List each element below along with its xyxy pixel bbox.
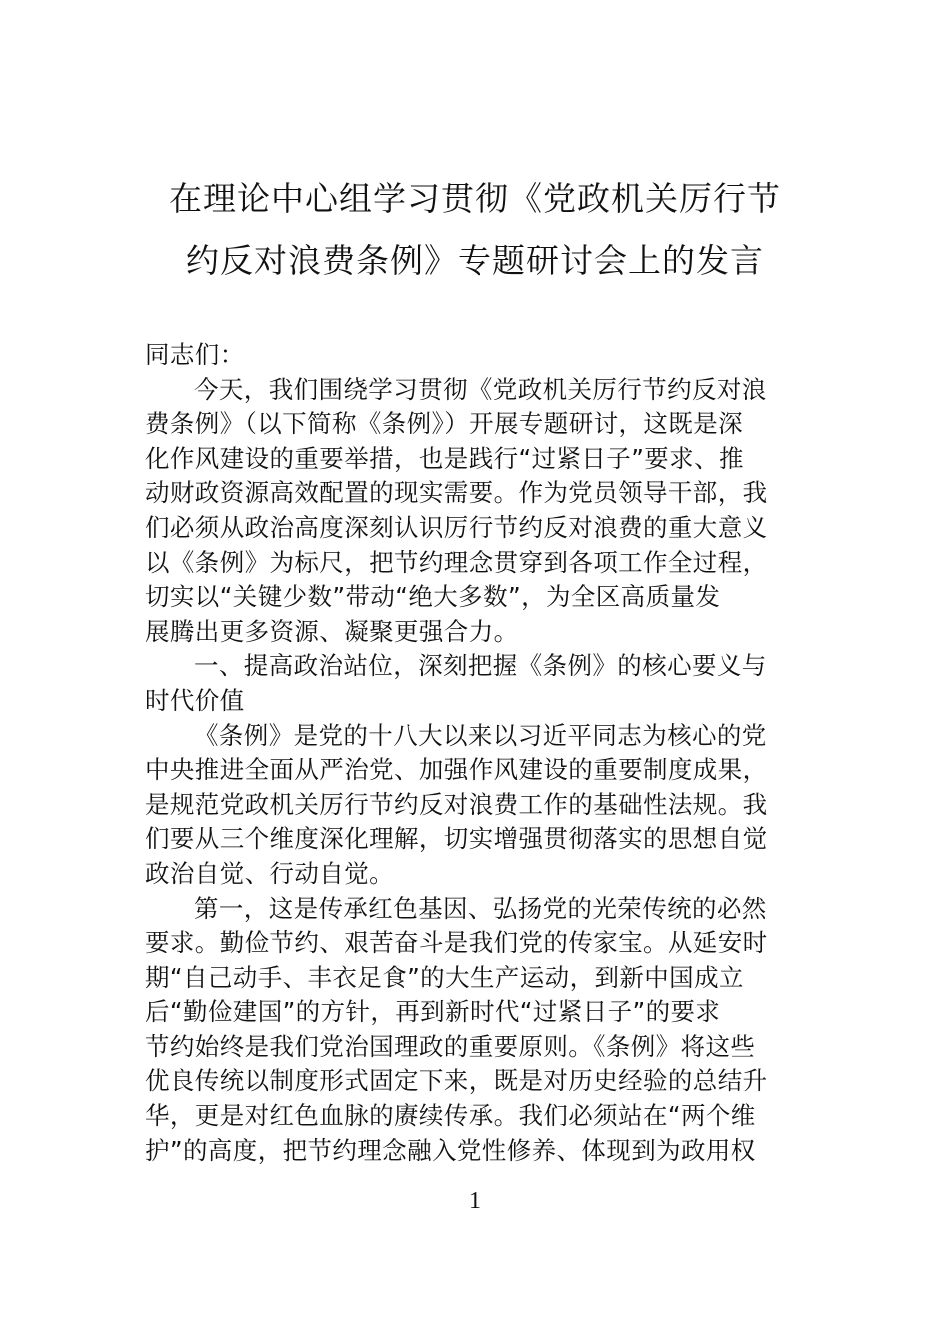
section-heading-line: 时代价值 (145, 685, 245, 715)
paragraph-line: 动财政资源高效配置的现实需要。作为党员领导干部，我 (145, 478, 768, 508)
title-line-1: 在理论中心组学习贯彻《党政机关厉行节 (169, 179, 781, 218)
paragraph-line: 今天，我们围绕学习贯彻《党政机关厉行节约反对浪 (194, 374, 767, 404)
page-number: 1 (469, 1188, 481, 1214)
paragraph-line: 费条例》（以下简称《条例》）开展专题研讨，这既是深 (145, 409, 743, 439)
title-line-2: 约反对浪费条例》专题研讨会上的发言 (186, 241, 764, 280)
paragraph-line: 《条例》是党的十八大以来以习近平同志为核心的党 (194, 720, 767, 750)
document-title (100, 168, 850, 292)
paragraph-line: 切实以“关键少数”带动“绝大多数”，为全区高质量发 (145, 582, 721, 612)
paragraph-line: 华，更是对红色血脉的赓续传承。我们必须站在“两个维 (145, 1101, 756, 1131)
paragraph-line: 是规范党政机关厉行节约反对浪费工作的基础性法规。我 (145, 789, 768, 819)
section-heading-line: 一、提高政治站位，深刻把握《条例》的核心要义与 (194, 651, 767, 681)
paragraph-line: 政治自觉、行动自觉。 (145, 858, 394, 888)
salutation: 同志们： (145, 340, 245, 369)
paragraph-line: 以《条例》为标尺，把节约理念贯穿到各项工作全过程， (145, 547, 768, 577)
paragraph-line: 节约始终是我们党治国理政的重要原则。《条例》将这些 (145, 1031, 756, 1061)
paragraph-line: 化作风建设的重要举措，也是践行“过紧日子”要求、推 (145, 443, 744, 473)
paragraph-line: 们必须从政治高度深刻认识厉行节约反对浪费的重大意义 (145, 512, 768, 542)
paragraph-line: 中央推进全面从严治党、加强作风建设的重要制度成果， (145, 755, 768, 785)
paragraph-line: 后“勤俭建国”的方针，再到新时代“过紧日子”的要求 (145, 997, 721, 1027)
paragraph-line: 期“自己动手、丰衣足食”的大生产运动，到新中国成立 (145, 962, 744, 992)
paragraph-line: 护”的高度，把节约理念融入党性修养、体现到为政用权 (145, 1135, 756, 1165)
paragraph-line: 优良传统以制度形式固定下来，既是对历史经验的总结升 (145, 1066, 768, 1096)
paragraph-line: 第一，这是传承红色基因、弘扬党的光荣传统的必然 (194, 893, 767, 923)
document-body (145, 338, 807, 1168)
paragraph-line: 们要从三个维度深化理解，切实增强贯彻落实的思想自觉 (145, 824, 768, 854)
paragraph-line: 要求。勤俭节约、艰苦奋斗是我们党的传家宝。从延安时 (145, 928, 768, 958)
paragraph-line: 展腾出更多资源、凝聚更强合力。 (145, 616, 519, 646)
